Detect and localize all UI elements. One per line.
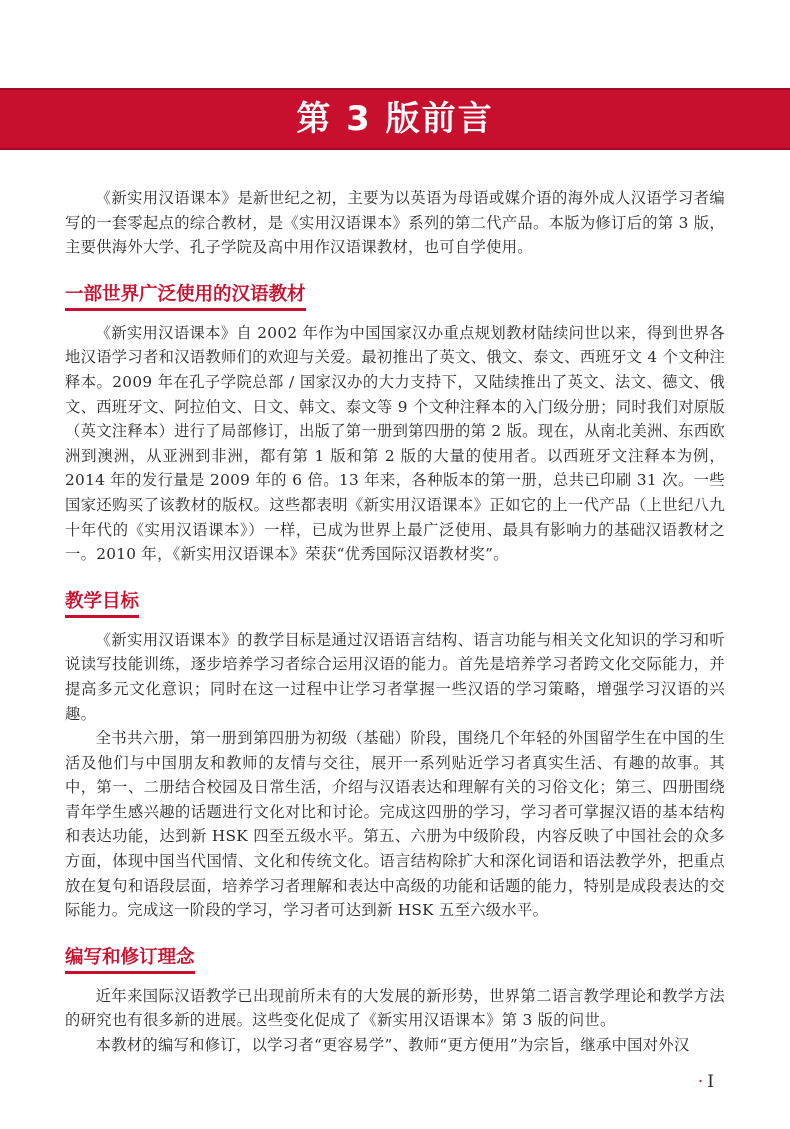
section-paragraph: 本教材的编写和修订，以学习者“更容易学”、教师“更方便用”为宗旨，继承中国对外汉 [95,1036,690,1055]
section-paragraph: 《新实用汉语课本》自 2002 年作为中国国家汉办重点规划教材陆续问世以来，得到世界各地汉语学习者和汉语教师们的欢迎与关爱。最初推出了英文、俄文、泰文、西班牙文 4 个文种注释本。2009 年在孔子学院总部 / 国家汉办的大力支持下，又陆续推出了英文、法文、德文、俄文、西班牙文、阿拉伯文、日文、韩文、泰文等 9 个文种注释本的入门级分册；同时我们对原版（英文注释本）进行了局部修订，出版了第一册到第四册的第 2 版。现在，从南北美洲、东西欧洲到澳洲，从亚洲到非洲，都有第 1 版和第 2 版的大量的使用者。以西班牙文注释本为例，2014 年的发行量是 2009 年的 6 倍。13 年来，各种版本的第一册，总共已印刷 31 次。一些国家还购买了该教材的版权。这些都表明《新实用汉语课本》正如它的上一代产品（上世纪八九十年代的《实用汉语课本》）一样，已成为世界上最广泛使用、最具有影响力的基础汉语教材之一。2010 年，《新实用汉语课本》荣获“优秀国际汉语教材奖”。 [65,323,725,564]
document-body [65,186,725,1058]
page-number [698,1072,714,1092]
section-paragraph: 全书共六册，第一册到第四册为初级（基础）阶段，围绕几个年轻的外国留学生在中国的生活及他们与中国朋友和教师的友情与交往，展开一系列贴近学习者真实生活、有趣的故事。其中，第一、二册结合校园及日常生活，介绍与汉语表达和理解有关的习俗文化；第三、四册围绕青年学生感兴趣的话题进行文化对比和讨论。完成这四册的学习，学习者可掌握汉语的基本结构和表达功能，达到新 HSK 四至五级水平。第五、六册为中级阶段，内容反映了中国社会的众多方面，体现中国当代国情、文化和传统文化。语言结构除扩大和深化词语和语法教学外，把重点放在复句和语段层面，培养学习者理解和表达中高级的功能和话题的能力，特别是成段表达的交际能力。完成这一阶段的学习，学习者可达到新 HSK 五至六级水平。 [65,729,725,920]
section-paragraph: 《新实用汉语课本》的教学目标是通过汉语语言结构、语言功能与相关文化知识的学习和听说读写技能训练，逐步培养学习者综合运用汉语的能力。首先是培养学习者跨文化交际能力，并提高多元文化意识；同时在这一过程中让学习者掌握一些汉语的学习策略，增强学习汉语的兴趣。 [65,630,725,723]
section-1 [65,270,725,317]
section-2 [65,577,725,624]
page-number-dot: · [697,1072,704,1092]
section-heading: 编写和修订理念 [65,945,195,974]
page-title: 第 3 版前言 [296,99,494,139]
intro-paragraph: 《新实用汉语课本》是新世纪之初，主要为以英语为母语或媒介语的海外成人汉语学习者编写的一套零起点的综合教材，是《实用汉语课本》系列的第二代产品。本版为修订后的第 3 版，主要供海外大学、孔子学院及高中用作汉语课教材，也可自学使用。 [65,189,725,257]
page-number-value: I [707,1072,714,1092]
section-heading: 一部世界广泛使用的汉语教材 [65,282,306,311]
section-paragraph: 近年来国际汉语教学已出现前所未有的大发展的新形势，世界第二语言教学理论和教学方法的研究也有很多新的进展。这些变化促成了《新实用汉语课本》第 3 版的问世。 [65,986,725,1030]
section-heading: 教学目标 [65,589,139,618]
title-banner [0,88,790,150]
section-3 [65,933,725,980]
